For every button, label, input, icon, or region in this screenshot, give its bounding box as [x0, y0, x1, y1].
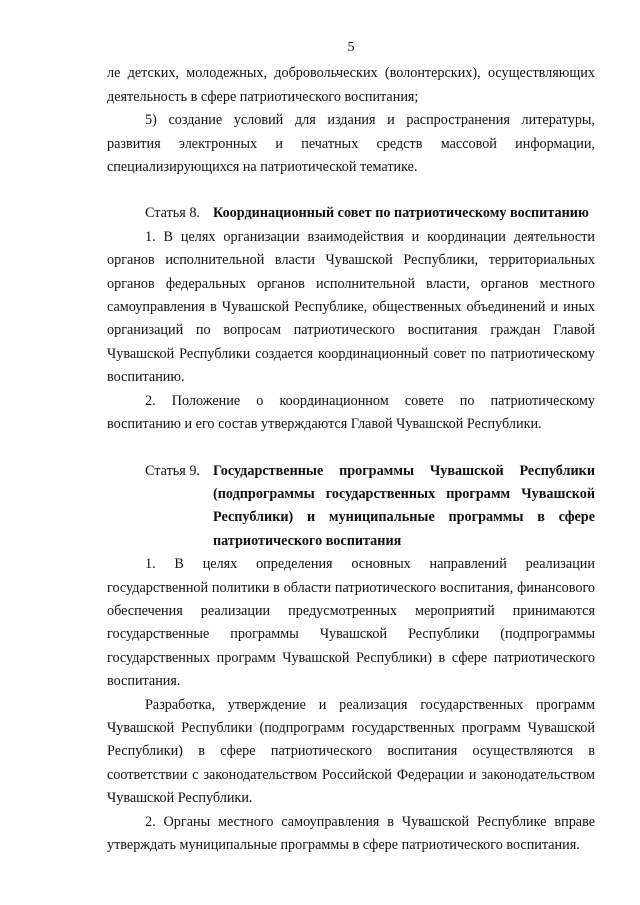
- article-8-paragraph-2: 2. Положение о координационном совете по патриотическому воспитанию и его состав утверждаются Главой Чувашской Республики.: [107, 392, 595, 433]
- article-9-title: Государственные программы Чувашской Республики (подпрограммы государственных программ Чувашской Республики) и муниципальные программы в сфере патриотического воспитания: [213, 462, 595, 549]
- article-8-heading: [107, 202, 595, 225]
- spacer: [107, 437, 595, 460]
- page-number: 5: [347, 40, 355, 55]
- article-9-heading: [107, 460, 595, 554]
- article-9-paragraph-3: 2. Органы местного самоуправления в Чувашской Республике вправе утверждать муниципальные программы в сфере патриотического воспитания.: [107, 813, 595, 853]
- document-page: [107, 36, 595, 857]
- article-8-label: Статья 8.: [145, 205, 200, 222]
- spacer: [107, 179, 595, 202]
- paragraph-item-5: 5) создание условий для издания и распространения литературы, развития электронных и печатных средств массовой информации, специализирующихся на патриотической тематике.: [107, 112, 595, 176]
- article-8-title: Координационный совет по патриотическому воспитанию: [213, 205, 589, 222]
- article-9-label: Статья 9.: [145, 462, 200, 479]
- paragraph-continuation: ле детских, молодежных, добровольческих (волонтерских), осуществляющих деятельность в сфере патриотического воспитания;: [107, 65, 595, 105]
- article-9-paragraph-2: Разработка, утверждение и реализация государственных программ Чувашской Республики (подпрограмм государственных программ Чувашской Республики) в сфере патриотического воспитания осуществляются в соответствии с законодательством Российской Федерации и законодательством Чувашской Республики.: [107, 696, 595, 807]
- article-9-paragraph-1: 1. В целях определения основных направлений реализации государственной политики в области патриотического воспитания, финансового обеспечения реализации предусмотренных мероприятий принимаются государственные программы Чувашской Республики (подпрограммы государственных программ Чувашской Республики) в сфере патриотического воспитания.: [107, 556, 595, 690]
- article-8-paragraph-1: 1. В целях организации взаимодействия и координации деятельности органов исполнительной власти Чувашской Республики, территориальных органов федеральных органов исполнительной власти, органов местного самоуправления в Чувашской Республике, общественных объединений и иных организаций по вопросам патриотического воспитания граждан Главой Чувашской Республики создается координационный совет по патриотическому воспитанию.: [107, 228, 595, 386]
